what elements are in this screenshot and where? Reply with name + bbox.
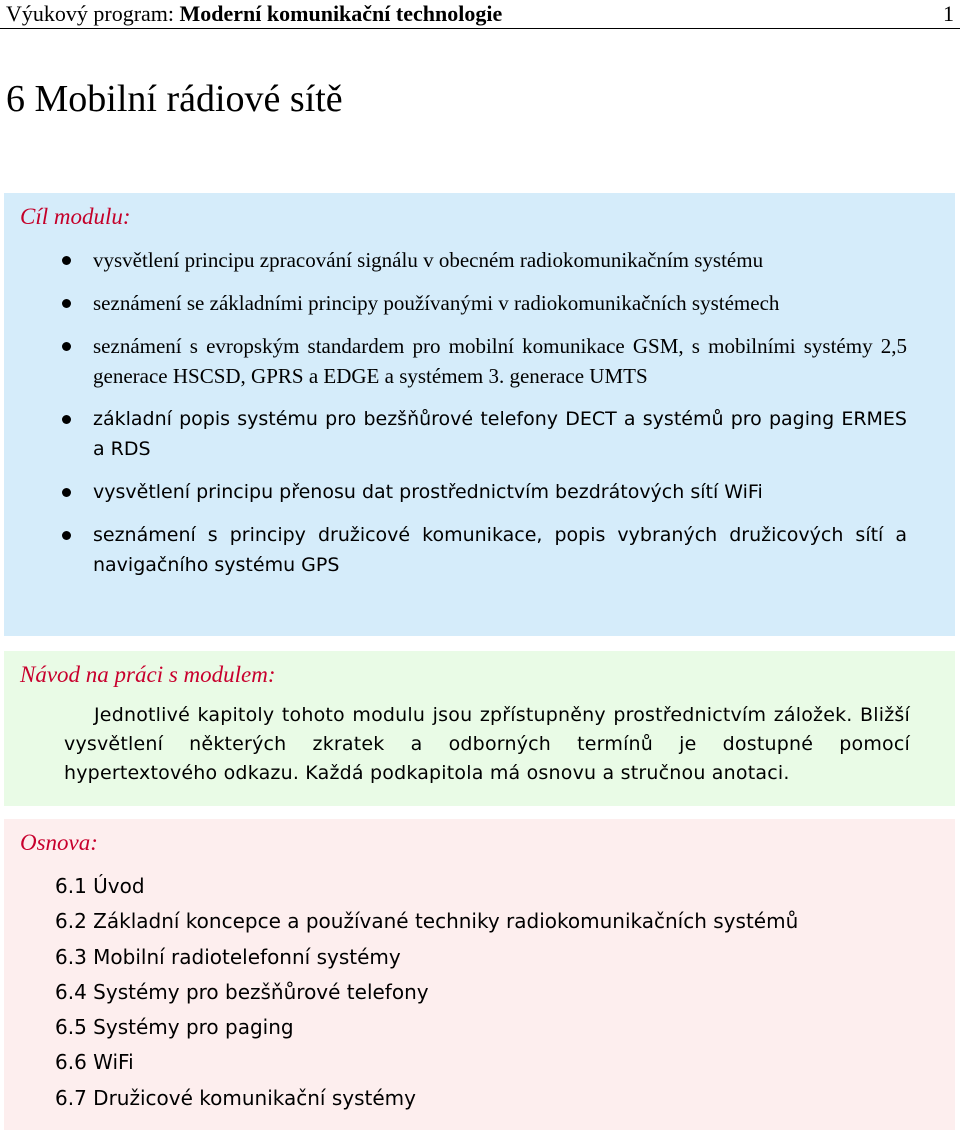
outline-item-bezsnurove-telefony[interactable]: 6.4 Systémy pro bezšňůrové telefony (55, 979, 429, 1004)
goal-item (4, 288, 955, 318)
outline-item-wifi[interactable]: 6.6 WiFi (55, 1050, 134, 1075)
goal-text: seznámení s principy družicové komunikace, popis vybraných družicových sítí a navigačního systému GPS (93, 524, 907, 576)
instructions-heading: Návod na práci s modulem: (20, 662, 276, 687)
goal-text: základní popis systému pro bezšňůrové telefony DECT a systémů pro paging ERMES a RDS (93, 408, 907, 460)
bullet-icon (62, 342, 71, 351)
outline-item-druzicove-systemy[interactable]: 6.7 Družicové komunikační systémy (55, 1085, 416, 1110)
outline-box (4, 819, 955, 1130)
goals-heading: Cíl modulu: (20, 204, 131, 229)
goal-text: vysvětlení principu přenosu dat prostřednictvím bezdrátových sítí WiFi (93, 481, 763, 503)
outline-item-mobilni-systemy[interactable]: 6.3 Mobilní radiotelefonní systémy (55, 944, 401, 969)
page-title: 6 Mobilní rádiové sítě (6, 78, 343, 120)
goal-item (4, 404, 955, 464)
goal-text: vysvětlení principu zpracování signálu v obecném radiokomunikačním systému (93, 248, 764, 272)
outline-item-zakladni-koncepce[interactable]: 6.2 Základní koncepce a používané techniky radiokomunikačních systémů (55, 909, 799, 934)
goal-item (4, 520, 955, 580)
goal-item (4, 245, 955, 275)
outline-list (55, 869, 798, 1116)
instructions-text: Jednotlivé kapitoly tohoto modulu jsou zpřístupněny prostřednictvím záložek. Bližší vysvětlení některých zkratek a odborných termínů je dostupné pomocí hypertextového odkazu. Každá podkapitola má osnovu a stručnou anotaci. (64, 704, 910, 784)
outline-item-uvod[interactable]: 6.1 Úvod (55, 874, 145, 898)
goals-list (4, 245, 955, 593)
header-program-name: Moderní komunikační technologie (179, 1, 503, 26)
goal-text: seznámení s evropským standardem pro mobilní komunikace GSM, s mobilními systémy 2,5 generace HSCSD, GPRS a EDGE a systémem 3. generace UMTS (93, 334, 907, 388)
bullet-icon (62, 488, 71, 497)
bullet-icon (62, 415, 71, 424)
goals-box (4, 193, 955, 636)
page-header (0, 0, 960, 29)
bullet-icon (62, 299, 71, 308)
header-prefix: Výukový program: (6, 1, 180, 26)
outline-heading: Osnova: (20, 830, 98, 855)
header-title (6, 0, 502, 28)
outline-item-paging[interactable]: 6.5 Systémy pro paging (55, 1015, 294, 1040)
bullet-icon (62, 531, 71, 540)
instructions-box (4, 651, 955, 806)
goal-text: seznámení se základními principy používanými v radiokomunikačních systémech (93, 291, 780, 315)
goal-item (4, 477, 955, 507)
bullet-icon (62, 256, 71, 265)
goal-item (4, 331, 955, 391)
page-number: 1 (943, 1, 954, 26)
